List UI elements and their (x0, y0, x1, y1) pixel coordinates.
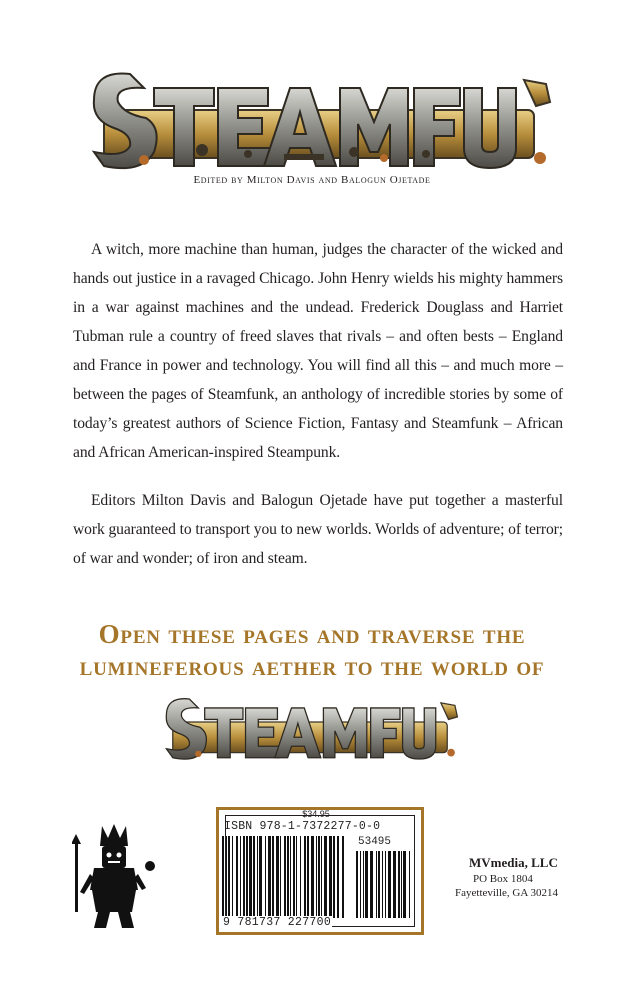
barcode-bar (222, 836, 224, 918)
barcode-bar (382, 851, 383, 918)
barcode-bar (272, 836, 274, 918)
steamfunk-logo (84, 62, 554, 180)
price-label: $34.95 (302, 809, 330, 819)
barcode-bar (388, 851, 391, 918)
barcode-bar (337, 836, 339, 918)
tagline (0, 618, 624, 682)
barcode-bar (257, 836, 258, 918)
steamfunk-logo-art (84, 62, 554, 180)
steamfunk-logo-small (160, 690, 460, 768)
steamfunk-logo-small-art (160, 690, 460, 768)
barcode-bar (401, 851, 402, 918)
barcode-bar (236, 836, 238, 918)
editors-credit: Edited by Milton Davis and Balogun Ojetade (193, 174, 431, 186)
barcode-bar (249, 836, 252, 918)
barcode-bar (290, 836, 291, 918)
barcode-bar (307, 836, 309, 918)
barcode-bar (385, 851, 386, 918)
barcode-bar (316, 836, 317, 918)
tagline-line-2: lumineferous aether to the world of (79, 651, 545, 681)
warrior-figure-icon (72, 820, 156, 930)
addon-price-code: 53495 (358, 836, 392, 848)
barcode-bar (280, 836, 281, 918)
addon-barcode-bars (356, 851, 412, 918)
barcode-bar (284, 836, 286, 918)
barcode-bar (311, 836, 314, 918)
barcode-bar (287, 836, 289, 918)
barcode-bar (232, 836, 233, 918)
barcode-bar (268, 836, 271, 918)
publisher-info (455, 856, 575, 900)
barcode-bar (356, 851, 358, 918)
barcode-bar (393, 851, 396, 918)
barcode-bar (318, 836, 320, 918)
blurb-paragraph-1: A witch, more machine than human, judges the character of the wicked and hands out justice in a ravaged Chicago. John Henry wields his mighty hammers in a war against machines and the undead. Frederick Douglass and Harriet Tubman rule a country of freed slaves that rivals – and often bests – England and France in power and technology. You will find all this – and much more – between the pages of Steamfunk, an anthology of incredible stories by some of today’s greatest authors of Science Fiction, Fantasy and Steamfunk – African and African American-inspired Steampunk. (73, 241, 563, 461)
barcode-bar (321, 836, 322, 918)
publisher-address-line-1: PO Box 1804 (473, 873, 533, 885)
isbn-label: ISBN 978-1-7372277-0-0 (224, 820, 381, 833)
barcode-bar (365, 851, 368, 918)
barcode-bar (228, 836, 230, 918)
barcode-bar (363, 851, 364, 918)
barcode-bar (370, 851, 373, 918)
barcode-bar (398, 851, 400, 918)
barcode-bar (265, 836, 266, 918)
barcode-bar (324, 836, 327, 918)
barcode-bar (259, 836, 262, 918)
barcode-bar (253, 836, 255, 918)
barcode-bar (304, 836, 306, 918)
barcode-bar (378, 851, 380, 918)
publisher-address-line-2: Fayetteville, GA 30214 (455, 887, 558, 899)
barcode-bar (403, 851, 406, 918)
barcode-bar (246, 836, 248, 918)
tagline-line-1: Open these pages and traverse the (98, 619, 526, 649)
barcode-bar (226, 836, 227, 918)
publisher-name: MVmedia, LLC (469, 855, 558, 870)
ean-barcode-bars (222, 836, 346, 918)
barcode-bar (240, 836, 241, 918)
barcode-bar (300, 836, 301, 918)
barcode-bar (293, 836, 295, 918)
blurb (73, 235, 563, 592)
barcode-bar (360, 851, 361, 918)
barcode-bar (409, 851, 410, 918)
blurb-paragraph-2: Editors Milton Davis and Balogun Ojetade have put together a masterful work guaranteed to transport you to new worlds. Worlds of adventure; of terror; of war and wonder; of iron and steam. (73, 492, 563, 567)
barcode-bar (329, 836, 332, 918)
barcode-bar (243, 836, 245, 918)
ean-digits: 9 781737 227700 (223, 916, 332, 929)
barcode-bar (376, 851, 377, 918)
barcode-bar (342, 836, 344, 918)
barcode-bar (333, 836, 335, 918)
barcode-bar (296, 836, 297, 918)
barcode-bar (276, 836, 279, 918)
